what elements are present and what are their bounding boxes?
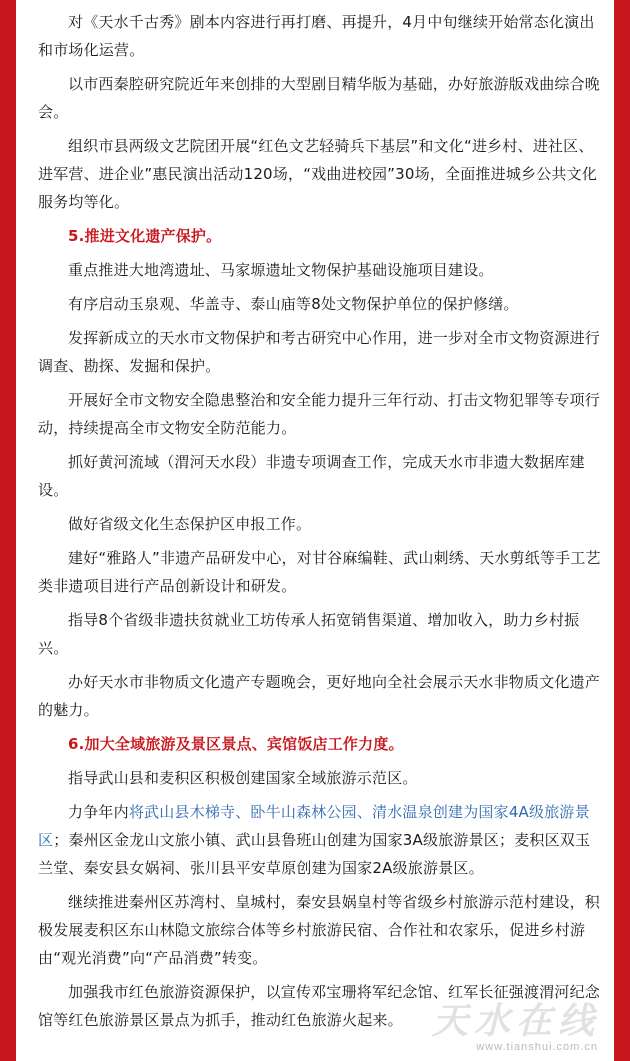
left-red-border [0, 0, 16, 1061]
paragraph-with-highlight [38, 798, 604, 882]
highlighted-scenic-areas: 将武山县木梯寺、卧牛山森林公园、清水温泉创建为国家4A级旅游景区 [38, 803, 590, 849]
paragraph: 以市西秦腔研究院近年来创排的大型剧目精华版为基础，办好旅游版戏曲综合晚会。 [38, 75, 601, 121]
paragraph: 开展好全市文物安全隐患整治和安全能力提升三年行动、打击文物犯罪等专项行动，持续提高全市文物安全防范能力。 [38, 391, 601, 437]
paragraph: 指导8个省级非遗扶贫就业工坊传承人拓宽销售渠道、增加收入，助力乡村振兴。 [38, 611, 580, 657]
paragraph: 继续推进秦州区苏湾村、皇城村，秦安县娲皇村等省级乡村旅游示范村建设，积极发展麦积区东山林隐文旅综合体等乡村旅游民宿、合作社和农家乐，促进乡村游由“观光消费”向“产品消费”转变。 [38, 893, 601, 967]
paragraph: 重点推进大地湾遗址、马家塬遗址文物保护基础设施项目建设。 [68, 261, 494, 279]
paragraph-text: 力争年内 [68, 803, 129, 821]
paragraph: 组织市县两级文艺院团开展“红色文艺轻骑兵下基层”和文化“进乡村、进社区、进军营、进企业”惠民演出活动120场，“戏曲进校园”30场，全面推进城乡公共文化服务均等化。 [38, 137, 598, 211]
paragraph: 加强我市红色旅游资源保护，以宣传邓宝珊将军纪念馆、红军长征强渡渭河纪念馆等红色旅游景区景点为抓手，推动红色旅游火起来。 [38, 983, 601, 1029]
paragraph: 建好“雅路人”非遗产品研发中心，对甘谷麻编鞋、武山刺绣、天水剪纸等手工艺类非遗项目进行产品创新设计和研发。 [38, 549, 601, 595]
paragraph: 对《天水千古秀》剧本内容进行再打磨、再提升，4月中旬继续开始常态化演出和市场化运营。 [38, 13, 595, 59]
paragraph-text: ；秦州区金龙山文旅小镇、武山县鲁班山创建为国家3A级旅游景区；麦积区双玉兰堂、秦安县女娲祠、张川县平安草原创建为国家2A级旅游景区。 [38, 831, 591, 877]
paragraph: 发挥新成立的天水市文物保护和考古研究中心作用，进一步对全市文物资源进行调查、勘探、发掘和保护。 [38, 329, 601, 375]
paragraph: 有序启动玉泉观、华盖寺、泰山庙等8处文物保护单位的保护修缮。 [68, 295, 519, 313]
article-body [38, 8, 604, 1040]
section-heading-5: 5.推进文化遗产保护。 [68, 227, 222, 245]
paragraph: 做好省级文化生态保护区申报工作。 [68, 515, 312, 533]
watermark-logo: 天水在线 [431, 1000, 600, 1042]
right-red-border [614, 0, 630, 1061]
paragraph: 指导武山县和麦积区积极创建国家全域旅游示范区。 [68, 769, 418, 787]
section-heading-6: 6.加大全域旅游及景区景点、宾馆饭店工作力度。 [68, 735, 404, 753]
paragraph: 抓好黄河流域（渭河天水段）非遗专项调查工作，完成天水市非遗大数据库建设。 [38, 453, 585, 499]
watermark-url: www.tianshui.com.cn [476, 1041, 598, 1053]
paragraph: 办好天水市非物质文化遗产专题晚会，更好地向全社会展示天水非物质文化遗产的魅力。 [38, 673, 601, 719]
